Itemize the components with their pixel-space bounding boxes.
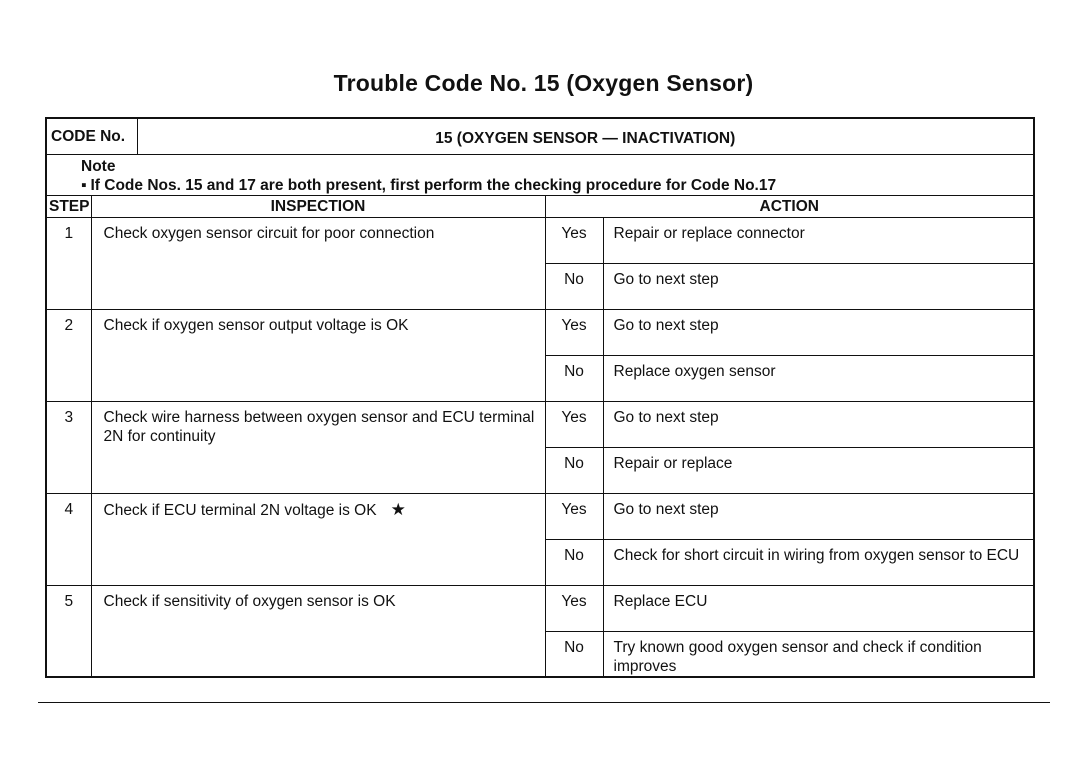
table-row	[46, 309, 1034, 355]
note-body: If Code Nos. 15 and 17 are both present, first perform the checking procedure for Code No.17	[90, 176, 777, 194]
bottom-divider	[38, 702, 1050, 703]
yes-label: Yes	[545, 401, 603, 447]
inspection-text: Check oxygen sensor circuit for poor connection	[91, 217, 545, 309]
no-label: No	[545, 631, 603, 677]
no-action: Replace oxygen sensor	[603, 355, 1034, 401]
step-number: 4	[46, 493, 91, 585]
table-row	[46, 401, 1034, 447]
bullet-icon: ▪	[81, 176, 87, 194]
no-action: Check for short circuit in wiring from oxygen sensor to ECU	[603, 539, 1034, 585]
table-row	[46, 585, 1034, 631]
yes-action: Go to next step	[603, 493, 1034, 539]
header-action: ACTION	[545, 195, 1034, 217]
page-title: Trouble Code No. 15 (Oxygen Sensor)	[333, 70, 754, 96]
inspection-cell	[91, 493, 545, 585]
inspection-text: Check if oxygen sensor output voltage is OK	[91, 309, 545, 401]
header-step: STEP	[46, 195, 91, 217]
inspection-text: Check if ECU terminal 2N voltage is OK	[103, 501, 377, 519]
trouble-code-table	[45, 117, 1035, 678]
no-action: Go to next step	[603, 263, 1034, 309]
no-action: Repair or replace	[603, 447, 1034, 493]
table-row	[46, 493, 1034, 539]
no-label: No	[545, 447, 603, 493]
inspection-text: Check if sensitivity of oxygen sensor is OK	[91, 585, 545, 677]
code-label: CODE No.	[46, 118, 137, 154]
yes-action: Repair or replace connector	[603, 217, 1034, 263]
step-number: 5	[46, 585, 91, 677]
header-inspection: INSPECTION	[91, 195, 545, 217]
yes-label: Yes	[545, 493, 603, 539]
inspection-text: Check wire harness between oxygen sensor and ECU terminal 2N for continuity	[91, 401, 545, 493]
no-label: No	[545, 263, 603, 309]
yes-action: Replace ECU	[603, 585, 1034, 631]
yes-action: Go to next step	[603, 401, 1034, 447]
step-number: 1	[46, 217, 91, 309]
note-item	[81, 176, 1033, 195]
star-icon: ★	[390, 499, 406, 519]
note-row	[46, 154, 1034, 195]
code-value: 15 (OXYGEN SENSOR — INACTIVATION)	[137, 118, 1034, 154]
note-heading: Note	[81, 157, 116, 175]
step-number: 2	[46, 309, 91, 401]
no-action: Try known good oxygen sensor and check if condition improves	[603, 631, 1034, 677]
table-row	[46, 217, 1034, 263]
no-label: No	[545, 539, 603, 585]
no-label: No	[545, 355, 603, 401]
yes-label: Yes	[545, 217, 603, 263]
yes-action: Go to next step	[603, 309, 1034, 355]
code-row	[46, 118, 1034, 154]
note-cell	[46, 154, 1034, 195]
yes-label: Yes	[545, 585, 603, 631]
header-row	[46, 195, 1034, 217]
step-number: 3	[46, 401, 91, 493]
yes-label: Yes	[545, 309, 603, 355]
